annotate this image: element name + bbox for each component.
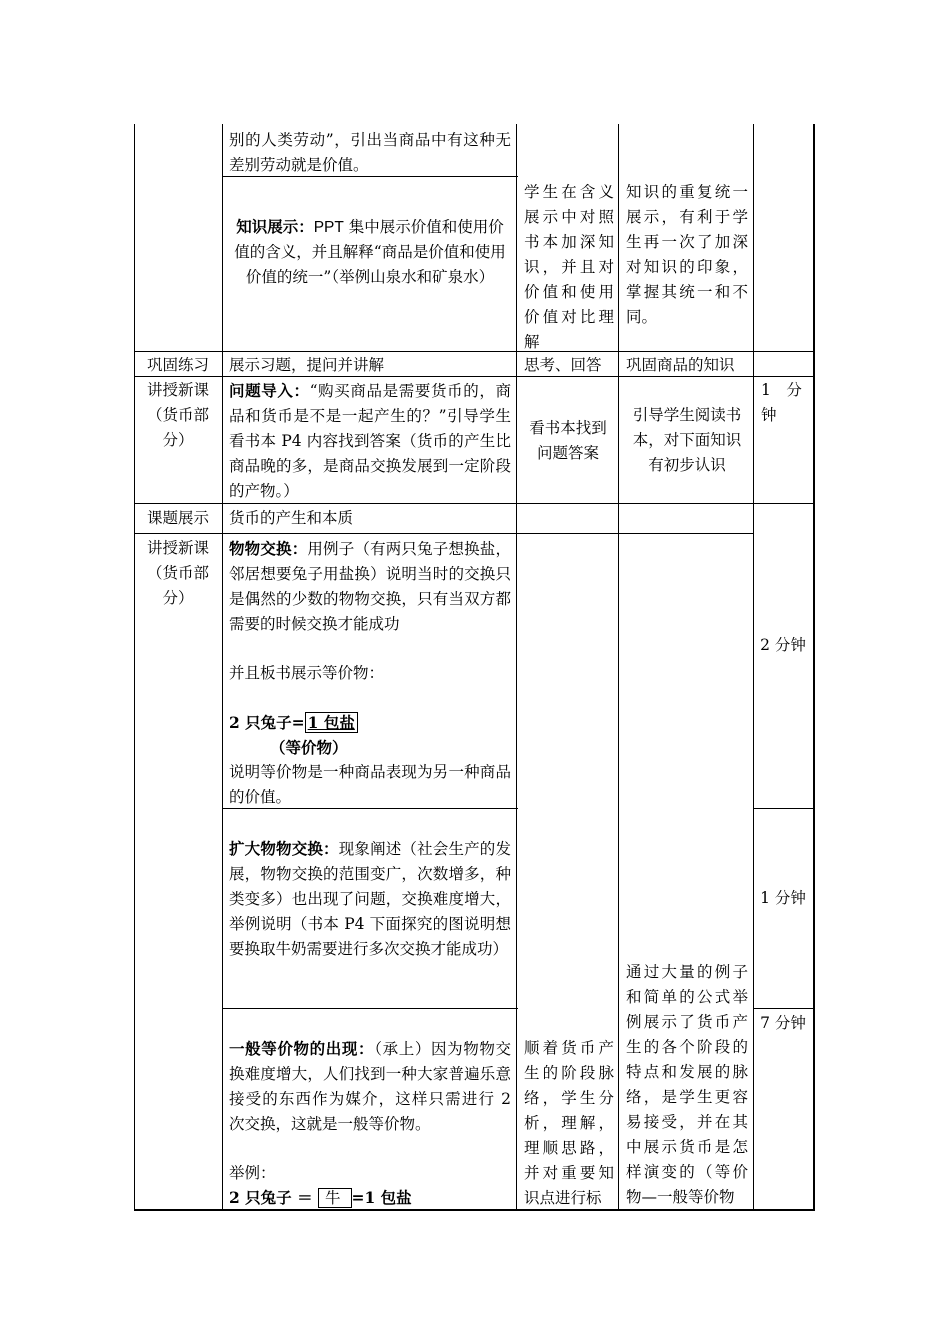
row2-intent-text: 知识的重复统一展示，有利于学生再一次了加深对知识的印象，掌握其统一和不同。 — [626, 183, 748, 326]
row7-time — [758, 886, 808, 911]
row8-example-text: 举例： — [229, 1164, 276, 1182]
row8-design-intent — [626, 960, 748, 1210]
row1-content — [229, 128, 511, 178]
row4-content-text: “购买商品是需要货币的，商品和货币是不是一起产生的？”引导学生看书本 P4 内容找到答案（货币的产生比商品晚的多，是商品交换发展到一定阶段的产物。） — [229, 382, 511, 500]
row2-content-text: 集中展示价值和使用价值的含义，并且解释“商品是价值和使用价值的统一”（举例山泉水和矿泉水） — [234, 218, 506, 286]
row4-stage — [140, 378, 216, 453]
row6-board-intro — [229, 661, 511, 686]
equivalent-formula — [229, 710, 511, 735]
barter-label: 物物交换： — [229, 539, 308, 558]
row2-student-activity — [524, 180, 614, 355]
row4-content — [229, 378, 511, 504]
row3-student-activity — [524, 353, 616, 378]
formula-left: 2 只兔子= — [229, 713, 305, 732]
row6-content-text: 用例子（有两只兔子想换盐，邻居想要兔子用盐换）说明当时的交换只是偶然的少数的物物交换，只有当双方都需要的时候交换才能成功 — [229, 540, 511, 633]
row6-time — [758, 633, 808, 658]
row2-design-intent — [626, 180, 748, 330]
knowledge-display-label: 知识展示： — [236, 217, 314, 236]
general-equivalent-label: 一般等价物的出现： — [229, 1039, 375, 1058]
general-equivalent-formula — [229, 1185, 511, 1211]
equivalent-note — [270, 735, 470, 760]
row7-content — [229, 836, 511, 962]
row6-explain-text: 说明等价物是一种商品表现为另一种商品的价值。 — [229, 763, 511, 806]
row7-time-text: 1 分钟 — [760, 889, 806, 907]
row8-student-text: 顺着货币产生的阶段脉络，学生分析，理解，理顺思路，并对重要知识点进行标 — [524, 1039, 614, 1207]
row8-time — [758, 1011, 808, 1036]
row5-stage-text: 课题展示 — [146, 509, 209, 527]
row5-content-text: 货币的产生和本质 — [229, 509, 354, 527]
ppt-text: PPT — [313, 219, 344, 236]
row4-time-text: 1 分钟 — [761, 381, 802, 424]
row8-content — [229, 1036, 511, 1137]
row7-content-text: 现象阐述（社会生产的发展，物物交换的范围变广，次数增多，种类变多）也出现了问题，交换难度增大，举例说明（书本 P4 下面探究的图说明想要换取牛奶需要进行多次交换才能成功） — [229, 840, 511, 958]
row1-content-text: 别的人类劳动”，引出当商品中有这种无差别劳动就是价值。 — [229, 131, 511, 174]
row3-student-text: 思考、回答 — [524, 356, 602, 374]
row8-intent-text: 通过大量的例子和简单的公式举例展示了货币产生的各个阶段的特点和发展的脉络，是学生更容易接受，并在其中展示货币是怎样演变的（等价物—一般等价物 — [626, 963, 748, 1206]
row4-intent-text: 引导学生阅读书本，对下面知识有初步认识 — [632, 406, 742, 474]
row6-stage — [140, 536, 216, 611]
row4-stage-text: 讲授新课（货币部分） — [146, 381, 209, 449]
row2-student-text: 学生在含义展示中对照书本加深知识，并且对价值和使用价值对比理解 — [524, 183, 614, 351]
question-intro-label: 问题导入： — [229, 381, 310, 400]
formula-boxed: 1 包盐 — [305, 712, 358, 733]
row6-explain — [229, 760, 511, 810]
row4-student-text: 看书本找到问题答案 — [529, 419, 607, 462]
row3-stage — [136, 353, 220, 378]
row6-time-text: 2 分钟 — [760, 636, 806, 654]
row3-content-text: 展示习题，提问并讲解 — [229, 356, 385, 374]
row3-design-intent — [626, 353, 750, 378]
row5-stage — [136, 506, 220, 531]
row6-content — [229, 536, 511, 637]
row3-intent-text: 巩固商品的知识 — [626, 356, 735, 374]
row4-design-intent — [626, 403, 748, 478]
row8-time-text: 7 分钟 — [760, 1014, 806, 1032]
equivalent-note-text: （等价物） — [270, 738, 348, 757]
row8-content-text: （承上）因为物物交换难度增大，人们找到一种大家普遍乐意接受的东西作为媒介，这样只需进行 2 次交换，这就是一般等价物。 — [229, 1040, 511, 1133]
row5-content — [229, 506, 511, 531]
row3-stage-text: 巩固练习 — [146, 356, 209, 374]
row8-example — [229, 1161, 511, 1186]
row4-time — [761, 378, 811, 428]
row8-student-activity — [524, 1036, 614, 1211]
expanded-barter-label: 扩大物物交换： — [229, 839, 339, 858]
row3-content — [229, 353, 511, 378]
row2-content — [229, 214, 511, 290]
formula2-right: =1 包盐 — [351, 1188, 412, 1207]
formula2-boxed: 牛 — [318, 1188, 352, 1208]
row6-stage-text: 讲授新课（货币部分） — [146, 539, 209, 607]
row6-board-text: 并且板书展示等价物： — [229, 664, 385, 682]
formula2-left: 2 只兔子 ＝ — [229, 1188, 313, 1207]
row4-student-activity — [524, 416, 612, 466]
